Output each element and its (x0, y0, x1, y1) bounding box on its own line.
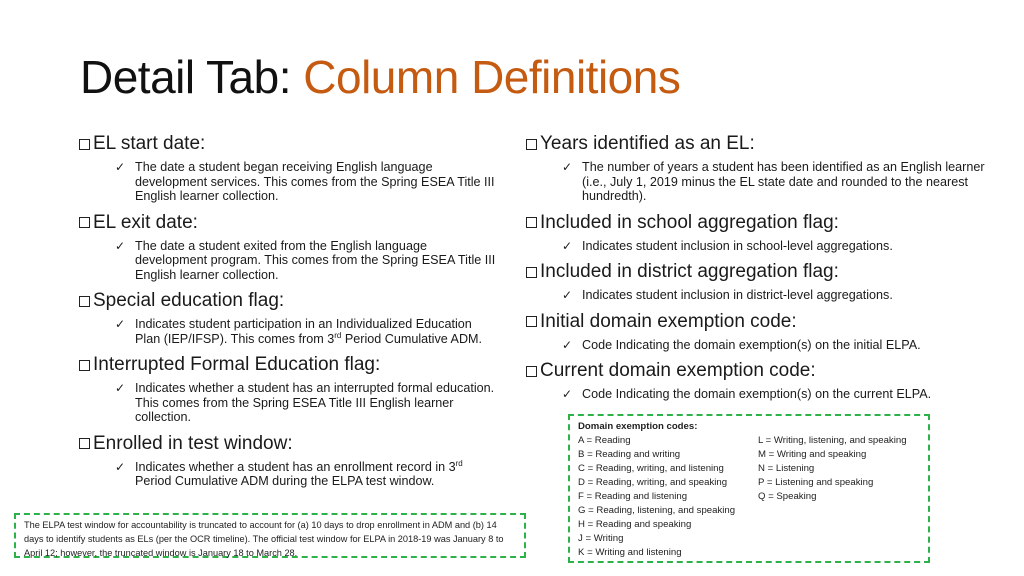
checkmark-icon: ✓ (562, 160, 573, 174)
definition-description: The number of years a student has been identified as an English learner (i.e., July 1, 2019 minus the EL state date and rounded to the nearest hundredth). (582, 160, 985, 203)
definition-heading: Current domain exemption code: (540, 360, 816, 381)
checkmark-icon: ✓ (562, 288, 573, 302)
code-item: Q = Speaking (758, 491, 817, 502)
definition-description: Indicates student participation in an Individualized Education Plan (IEP/IFSP). This comes from 3rd Period Cumulative ADM. (135, 317, 483, 346)
codes-column-1 (578, 434, 758, 560)
definition-el-exit-date (78, 211, 498, 283)
checkmark-icon: ✓ (115, 160, 126, 174)
code-item: N = Listening (758, 463, 815, 474)
code-item: F = Reading and listening (578, 491, 688, 502)
definition-heading: EL exit date: (93, 211, 198, 233)
checkbox-bullet-icon (526, 267, 537, 278)
codes-title: Domain exemption codes: (578, 421, 698, 432)
definition-heading: Included in district aggregation flag: (540, 261, 839, 282)
right-column (525, 132, 995, 402)
definition-current-domain-exemption-code (525, 359, 995, 402)
checkbox-bullet-icon (79, 438, 90, 449)
code-item: G = Reading, listening, and speaking (578, 505, 736, 516)
code-item: H = Reading and speaking (578, 519, 692, 530)
definition-description: Indicates whether a student has an interrupted formal education. This comes from the Spring ESEA Title III English learner collection. (135, 381, 495, 424)
domain-exemption-codes-box (568, 414, 930, 563)
checkbox-bullet-icon (526, 366, 537, 377)
code-item: J = Writing (578, 533, 624, 544)
definition-heading: Included in school aggregation flag: (540, 211, 839, 233)
code-item: P = Listening and speaking (758, 477, 874, 488)
checkmark-icon: ✓ (562, 387, 573, 401)
definition-heading: Interrupted Formal Education flag: (93, 354, 381, 375)
checkmark-icon: ✓ (115, 459, 126, 474)
code-item: C = Reading, writing, and listening (578, 463, 724, 474)
checkbox-bullet-icon (526, 139, 537, 150)
checkbox-bullet-icon (526, 217, 537, 228)
test-window-note: The ELPA test window for accountability is truncated to account for (a) 10 days to drop enrollment in ADM and (b) 14 days to identify students as ELs (per the OCR timeline). The official test window for ELPA in 2018-19 was January 8 to April 12; however, the truncated window is January 18 to March 28. (14, 513, 526, 558)
definition-description: Indicates student inclusion in district-level aggregations. (582, 288, 893, 302)
definition-initial-domain-exemption-code (525, 310, 995, 353)
code-item: D = Reading, writing, and speaking (578, 477, 728, 488)
code-item: K = Writing and listening (578, 547, 682, 558)
checkmark-icon: ✓ (115, 317, 126, 331)
checkmark-icon: ✓ (115, 381, 126, 395)
definition-description: Indicates whether a student has an enrollment record in 3rd Period Cumulative ADM during the ELPA test window. (135, 458, 463, 488)
code-item: B = Reading and writing (578, 449, 681, 460)
checkbox-bullet-icon (79, 139, 90, 150)
code-item: L = Writing, listening, and speaking (758, 435, 907, 446)
definition-heading: Enrolled in test window: (93, 432, 293, 454)
definition-description: Indicates student inclusion in school-level aggregations. (582, 238, 893, 253)
title-main: Detail Tab: (80, 51, 304, 103)
checkmark-icon: ✓ (562, 337, 573, 352)
definition-heading: Special education flag: (93, 290, 285, 311)
definition-description: Code Indicating the domain exemption(s) on the initial ELPA. (582, 337, 921, 352)
title-accent: Column Definitions (303, 51, 681, 103)
code-item: A = Reading (578, 435, 631, 446)
checkbox-bullet-icon (526, 316, 537, 327)
checkbox-bullet-icon (79, 360, 90, 371)
definition-district-aggregation-flag (525, 260, 995, 303)
definition-school-aggregation-flag (525, 211, 995, 254)
checkbox-bullet-icon (79, 296, 90, 307)
definition-description: The date a student began receiving English language development services. This comes from the Spring ESEA Title III English learner collection. (135, 160, 495, 203)
page-title (80, 52, 680, 103)
left-column (78, 132, 498, 489)
definition-heading: Initial domain exemption code: (540, 310, 797, 332)
definition-el-start-date (78, 132, 498, 204)
code-item: M = Writing and speaking (758, 449, 867, 460)
definition-description: Code Indicating the domain exemption(s) on the current ELPA. (582, 387, 932, 401)
definition-special-education-flag (78, 289, 498, 346)
checkmark-icon: ✓ (115, 238, 126, 253)
checkmark-icon: ✓ (562, 238, 573, 253)
definition-description: The date a student exited from the English language development program. This comes from the Spring ESEA Title III English learner collection. (135, 238, 496, 282)
definition-years-identified (525, 132, 995, 204)
definition-heading: Years identified as an EL: (540, 133, 755, 154)
definition-interrupted-formal-education-flag (78, 353, 498, 425)
definition-heading: EL start date: (93, 133, 206, 154)
codes-column-2 (758, 434, 920, 560)
definition-enrolled-in-test-window (78, 432, 498, 489)
checkbox-bullet-icon (79, 217, 90, 228)
